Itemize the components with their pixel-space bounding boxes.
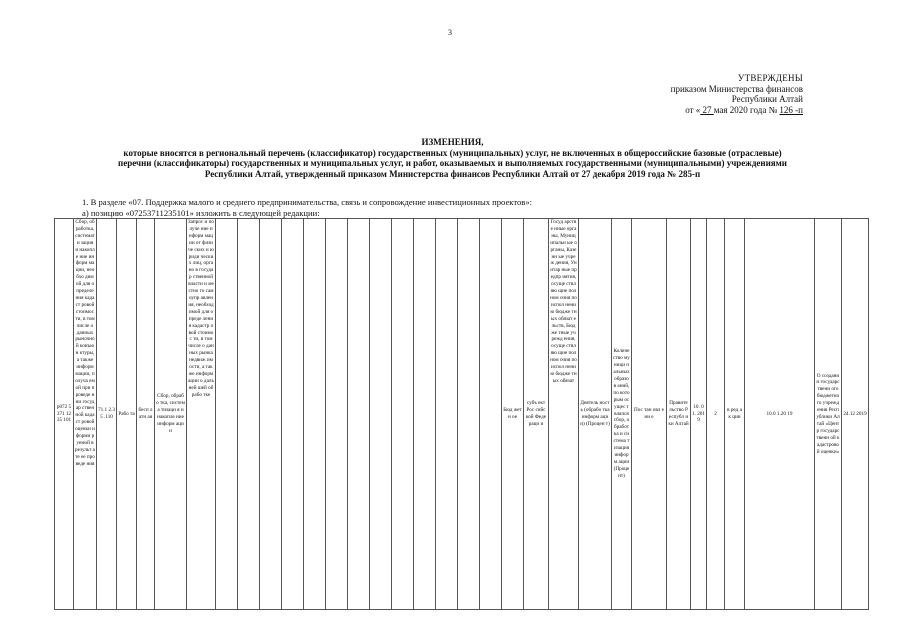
approval-heading: УТВЕРЖДЕНЫ <box>737 73 803 83</box>
approval-line-3: Республики Алтай <box>731 94 803 104</box>
approval-block <box>671 73 803 115</box>
approval-date-mid: мая 2020 года № <box>713 104 780 115</box>
cell-content: Сбор, обрабо тка, система тизаци я и накопле ние информ ации <box>155 219 187 610</box>
cell-act-number: 2 <box>707 219 725 610</box>
cell-empty <box>480 219 502 610</box>
amendment-paragraph <box>82 197 532 219</box>
cell-empty <box>326 219 348 610</box>
cell-edition-date: 10.0 1.20 19 <box>745 219 815 610</box>
cell-empty <box>370 219 392 610</box>
cell-edition: в ред ак ции <box>725 219 745 610</box>
paragraph-item-1: 1. В разделе «07. Поддержка малого и среднего предпринимательства, связь и сопровождение инвестиционных проектов»: <box>82 197 533 207</box>
cell-level: субъ ект Рос сийс кой Феде раци и <box>524 219 549 610</box>
cell-empty <box>304 219 326 610</box>
paragraph-item-2: а) позицию «07253711235101» изложить в следующей редакции: <box>82 208 320 218</box>
cell-empty <box>458 219 480 610</box>
cell-institution-type: Бюд жетн ое <box>502 219 524 610</box>
approval-number: 126 -п <box>779 104 803 115</box>
cell-empty <box>392 219 414 610</box>
cell-volume-indicator: Деятель ность (обрабо тка информ ации) (Процен т) <box>579 219 612 610</box>
cell-empty <box>282 219 304 610</box>
document-title <box>0 137 905 179</box>
cell-empty <box>436 219 458 610</box>
cell-service-name: Сбор, обработка, системати зация и накопле ние информ мации, необхо димой для определе ния кадаст ровой стоимос ти, в том числе о данных рыночной конъюн ктуры, а также информ мации, получа емой при проведе нии государ ственной кадаст ровой оценки и форми руемой в результ ате ее проведе ния <box>74 219 97 610</box>
cell-quality-indicator: Количе ство муници пальных образов аний, по которым осущес твлялся сбор, обработ ка и система тизация информ ации (Проце нт) <box>612 219 632 610</box>
title-line-2: перечни (классификаторы) государственных и муниципальных услуг, и работ, оказываемых и выполняемых государственными (муниципальными) учреждениями <box>118 158 787 168</box>
classifier-table <box>54 218 869 610</box>
cell-act-issuer: Правите льство Республ ики Алтай <box>667 219 691 610</box>
title-heading: ИЗМЕНЕНИЯ, <box>421 137 484 147</box>
cell-consumers: Госуд арстве нные органы, Муниц ипальн ые органы, Казенн ые учреж дения, Унитар ные предпр иятия, осуще ствляю щие полном очия по испол нению бюдже тных обязат ельств, Бюдже тные учрежд ения, осуще ствляю щие полном очия по испол нению бюдже тных обязат <box>549 219 579 610</box>
cell-empty <box>238 219 260 610</box>
cell-start-date: 24.12 2019 <box>842 219 869 610</box>
cell-payment: бесп латн ая <box>137 219 155 610</box>
cell-empty <box>216 219 238 610</box>
cell-empty <box>348 219 370 610</box>
cell-code: р072 5371 1235 101 <box>55 219 74 610</box>
table-row <box>55 219 869 610</box>
cell-act-date: 10. 01. 201 9 <box>691 219 707 610</box>
cell-act-title: О создании государственн ого бюджетного учреждения Республики Алтай «Центр государственн ой кадастровой оценки» <box>815 219 842 610</box>
approval-date-line <box>671 105 803 116</box>
title-line-3: Республики Алтай, утвержденный приказом Министерства финансов Республики Алтай от 27 декабря 2019 года № 285-п <box>204 168 701 179</box>
title-line-1: которые вносятся в региональный перечень (классификатор) государственных (муниципальных) услуг, не включенных в общероссийские базовые (отраслевые) <box>123 147 782 158</box>
approval-line-2: приказом Министерства финансов <box>670 83 803 94</box>
cell-conditions: Запрос и получе ние информ мации от физиче ских и юриди ческих лиц, органо в государ ственной власти и местно го самоупр авления, необход имой для опреде ления кадастр овой стоимос ти, в том числе о данных рынка недвиж имости, а также информ ации о дальней шей обрабо тке <box>187 219 216 610</box>
cell-empty <box>414 219 436 610</box>
cell-okved: 71.1 2.35 .110 <box>97 219 117 610</box>
cell-empty <box>260 219 282 610</box>
page-number: 3 <box>448 28 452 37</box>
cell-type: Рабо та <box>117 219 137 610</box>
cell-act-type: Пос тан овл ени е <box>632 219 667 610</box>
approval-date-prefix: от « <box>685 104 701 115</box>
approval-day: 27 <box>700 104 714 115</box>
